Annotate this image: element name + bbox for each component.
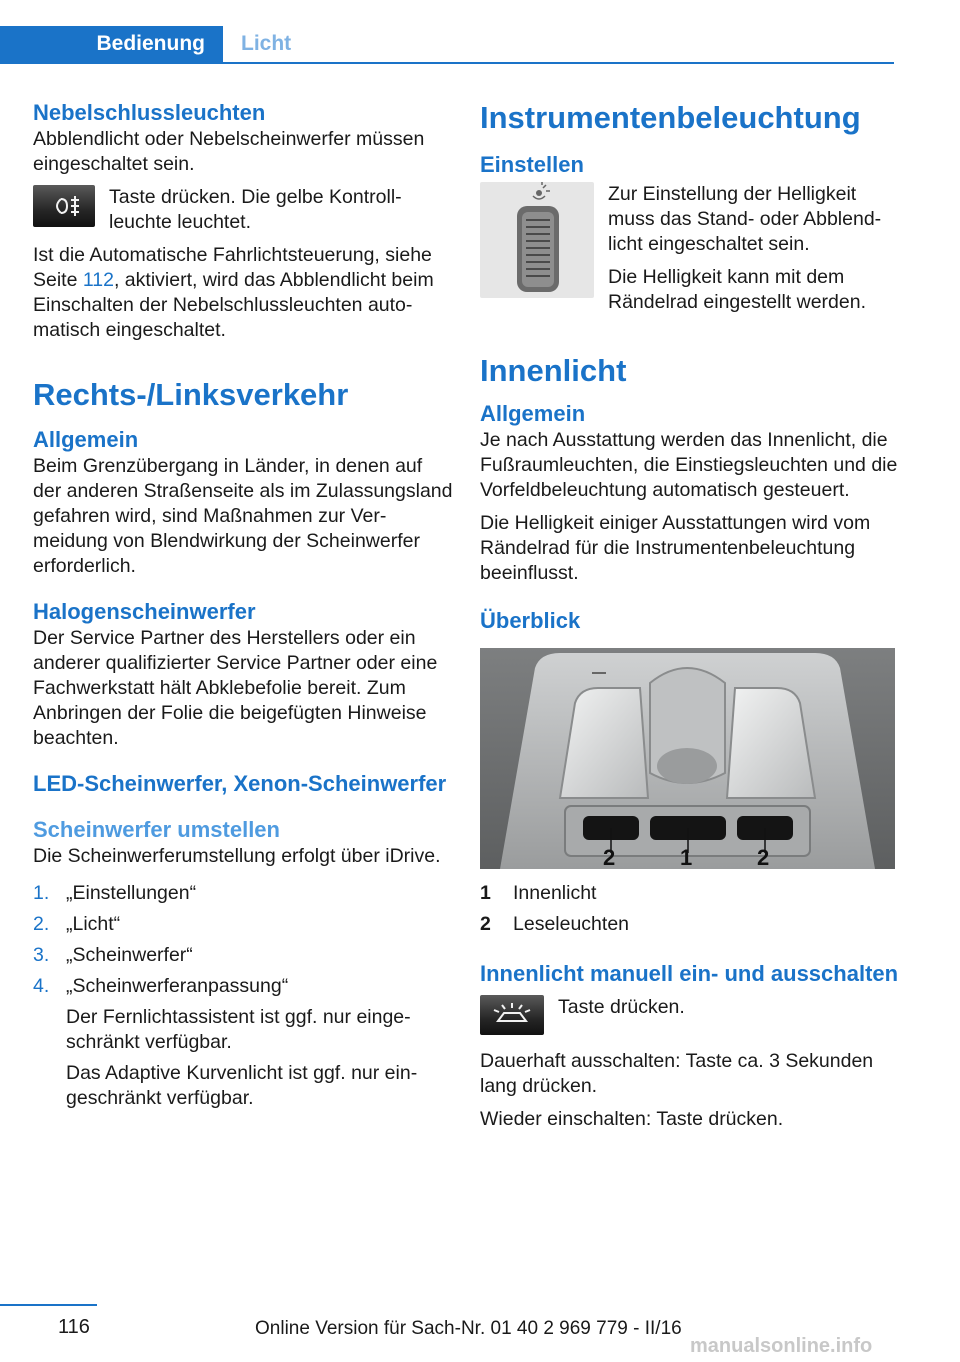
- tab-licht[interactable]: Licht: [241, 32, 292, 55]
- einstellen-row: [480, 182, 900, 323]
- legend: [480, 881, 900, 937]
- thumbwheel-icon: [480, 182, 594, 298]
- heading-rechts-linksverkehr: Rechts-/Linksverkehr: [33, 377, 349, 412]
- heading-einstellen: Einstellen: [480, 152, 584, 177]
- halogen-text: Der Service Partner des Herstellers oder ein anderer qualifizierter Service Partner oder eine Fachwerkstatt hält Abklebefolie bereit. Zum Anbringen der Folie die beigefügten Hinweise beachten.: [33, 627, 438, 749]
- innenlicht-button-text: Taste drücken.: [558, 996, 685, 1018]
- photo-label-2-right: 2: [757, 845, 770, 869]
- legend-item: [480, 912, 900, 937]
- nebel-text-after-link: , aktiviert, wird das Abblendlicht beim Einschalten der Nebelschlussleuchten automatisch eingeschaltet.: [33, 269, 434, 341]
- nebel-intro: Abblendlicht oder Nebelscheinwerfer müssen eingeschaltet sein.: [33, 128, 425, 175]
- legend-label: Innenlicht: [513, 882, 597, 904]
- interior-light-button-icon: [480, 995, 544, 1035]
- heading-halogenscheinwerfer: Halogenscheinwerfer: [33, 599, 256, 624]
- heading-innenlicht: Innenlicht: [480, 353, 627, 388]
- tab-bedienung[interactable]: [0, 26, 223, 62]
- heading-ueberblick: Überblick: [480, 608, 581, 633]
- heading-allgemein-left: Allgemein: [33, 427, 139, 452]
- page-number: 116: [58, 1316, 90, 1338]
- wieder-text: Wieder einschalten: Taste drücken.: [480, 1108, 784, 1130]
- right-column: [480, 100, 900, 1140]
- step-number: 3.: [33, 944, 50, 966]
- step-text: „Einstellungen“: [66, 882, 197, 904]
- nebel-auto-text: [33, 243, 453, 343]
- heading-scheinwerfer-umstellen: Scheinwerfer umstellen: [33, 817, 280, 842]
- step-number: 1.: [33, 882, 50, 904]
- dauerhaft-text: Dauerhaft ausschalten: Taste ca. 3 Sekunden lang drücken.: [480, 1050, 874, 1097]
- einstellen-text-2: Die Helligkeit kann mit dem Rändelrad eingestellt werden.: [608, 266, 866, 313]
- innen-allgemein-text-1: Je nach Ausstattung werden das Innenlicht, die Fußraumleuchten, die Einstiegsleuchten und die Vorfeldbeleuchtung automatisch gesteuert.: [480, 429, 898, 501]
- list-item: [33, 881, 453, 906]
- step-number: 2.: [33, 913, 50, 935]
- innen-allgemein-text-2: Die Helligkeit einiger Ausstattungen wird vom Rändelrad für die Instrumentenbeleuchtung beeinflusst.: [480, 512, 871, 584]
- heading-allgemein-right: Allgemein: [480, 401, 586, 426]
- header-tabbar: [0, 26, 894, 64]
- left-column: [33, 100, 453, 1117]
- step4-note-kurvenlicht: Das Adaptive Kurvenlicht ist ggf. nur eingeschränkt verfügbar.: [66, 1062, 418, 1109]
- heading-led-xenon: LED-Scheinwerfer, Xenon-Scheinwerfer: [33, 771, 447, 796]
- watermark: manualsonline.info: [690, 1335, 873, 1357]
- step-text: „Licht“: [66, 913, 121, 935]
- step-number: 4.: [33, 975, 50, 997]
- photo-label-2-left: 2: [603, 845, 616, 869]
- steps-list: [33, 881, 453, 1111]
- nebel-text-before-link: Ist die Automatische Fahrlichtsteuerung, siehe Seite: [33, 244, 432, 291]
- list-item: [33, 912, 453, 937]
- online-version-text: Online Version für Sach-Nr. 01 40 2 969 779 - II/16: [255, 1318, 682, 1339]
- heading-nebelschlussleuchten: Nebelschlussleuchten: [33, 100, 266, 125]
- interior-light-photo: [480, 648, 895, 869]
- nebel-button-text: Taste drücken. Die gelbe Kontrollleuchte leuchtet.: [109, 186, 402, 233]
- step-text: „Scheinwerfer“: [66, 944, 193, 966]
- legend-item: [480, 881, 900, 906]
- step-text: „Scheinwerferanpassung“: [66, 975, 289, 997]
- footer-divider: [0, 1304, 97, 1306]
- innenlicht-button-row: [480, 995, 900, 1035]
- list-item: [33, 943, 453, 968]
- heading-innenlicht-manuell: Innenlicht manuell ein- und ausschalten: [480, 961, 899, 986]
- einstellen-text-1: Zur Einstellung der Helligkeit muss das Stand- oder Abblendlicht eingeschaltet sein.: [608, 183, 882, 255]
- legend-number: 2: [480, 913, 491, 935]
- heading-instrumentenbeleuchtung: Instrumentenbeleuchtung: [480, 100, 861, 135]
- allgemein-left-text: Beim Grenzübergang in Länder, in denen auf der anderen Straßenseite als im Zulassungsland gefahren wird, sind Maßnahmen zur Vermeidung von Blendwirkung der Scheinwerfer erforderlich.: [33, 455, 453, 577]
- umstellen-text: Die Scheinwerferumstellung erfolgt über iDrive.: [33, 845, 441, 867]
- photo-label-1: 1: [680, 845, 693, 869]
- legend-number: 1: [480, 882, 491, 904]
- legend-label: Leseleuchten: [513, 913, 630, 935]
- nebel-button-row: [33, 185, 453, 235]
- step4-note-fernlicht: Der Fernlichtassistent ist ggf. nur eingeschränkt verfügbar.: [66, 1006, 411, 1053]
- page-link-112[interactable]: 112: [82, 269, 114, 291]
- fog-light-button-icon: [33, 185, 95, 227]
- list-item: [33, 974, 453, 1111]
- tab-bedienung-label: Bedienung: [96, 32, 205, 55]
